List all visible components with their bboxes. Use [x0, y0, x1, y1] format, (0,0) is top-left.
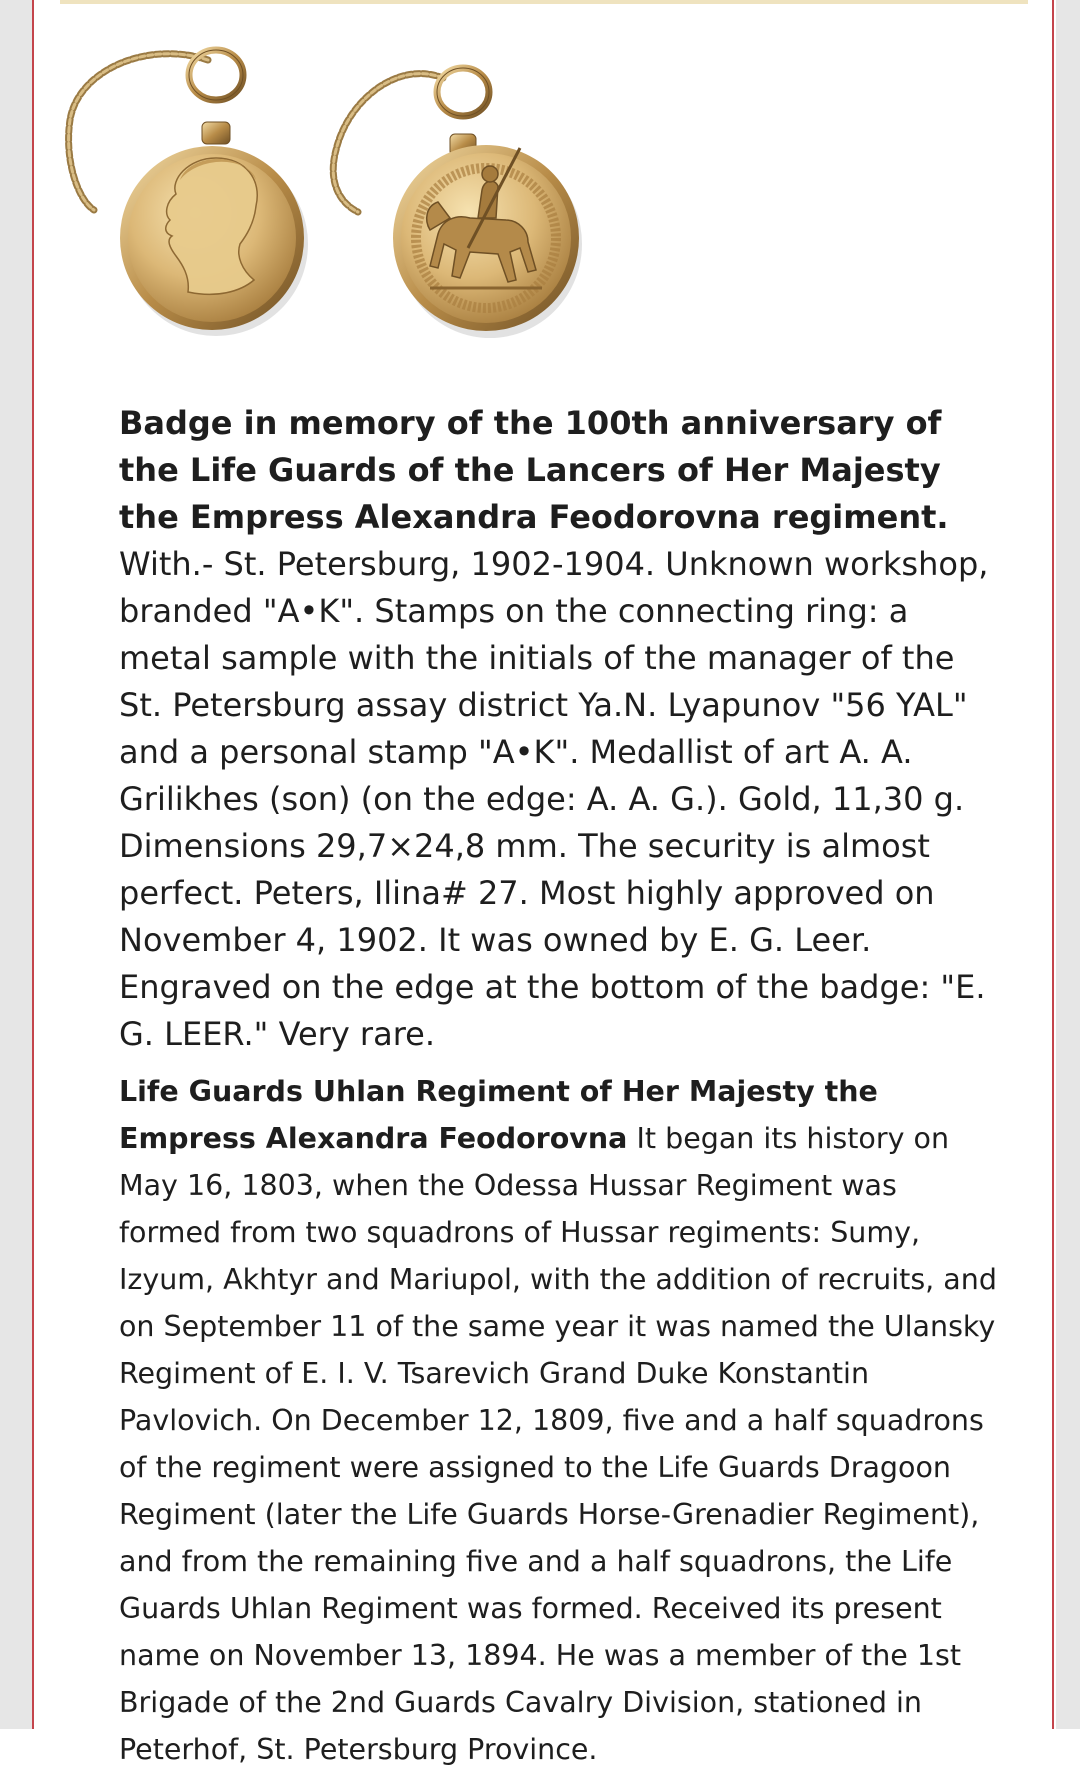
- lot-description: [119, 400, 999, 1058]
- medal-image: [58, 30, 598, 350]
- lot-details: With.- St. Petersburg, 1902-1904. Unknown workshop, branded "A•K". Stamps on the connecting ring: a metal sample with the initials of the manager of the St. Petersburg assay district Ya.N. Lyapunov "56 YAL" and a personal stamp "A•K". Medallist of art A. A. Grilikhes (son) (on the edge: A. A. G.). Gold, 11,30 g. Dimensions 29,7×24,8 mm. The security is almost perfect. Peters, Ilina# 27. Most highly approved on November 4, 1902. It was owned by E. G. Leer. Engraved on the edge at the bottom of the badge: "E. G. LEER." Very rare.: [119, 545, 989, 1053]
- lot-title: Badge in memory of the 100th anniversary of the Life Guards of the Lancers of Her Majesty the Empress Alexandra Feodorovna regiment.: [119, 404, 949, 536]
- top-divider: [60, 0, 1028, 4]
- medal-reverse-lancer-icon: [333, 68, 582, 338]
- regiment-history: [119, 1068, 999, 1773]
- regiment-title: Life Guards Uhlan Regiment of Her Majesty the Empress Alexandra Feodorovna: [119, 1075, 878, 1155]
- regiment-history-text: It began its history on May 16, 1803, when the Odessa Hussar Regiment was formed from two squadrons of Hussar regiments: Sumy, Izyum, Akhtyr and Mariupol, with the addition of recruits, and on September 11 of the same year it was named the Ulansky Regiment of E. I. V. Tsarevich Grand Duke Konstantin Pavlovich. On December 12, 1809, five and a half squadrons of the regiment were assigned to the Life Guards Dragoon Regiment (later the Life Guards Horse-Grenadier Regiment), and from the remaining five and a half squadrons, the Life Guards Uhlan Regiment was formed. Received its present name on November 13, 1894. He was a member of the 1st Brigade of the 2nd Guards Cavalry Division, stationed in Peterhof, St. Petersburg Province.: [119, 1122, 997, 1766]
- left-gutter: [0, 0, 32, 1729]
- lot-article: [119, 400, 999, 1773]
- medal-obverse-portrait-icon: [69, 50, 308, 336]
- right-gutter: [1056, 0, 1080, 1729]
